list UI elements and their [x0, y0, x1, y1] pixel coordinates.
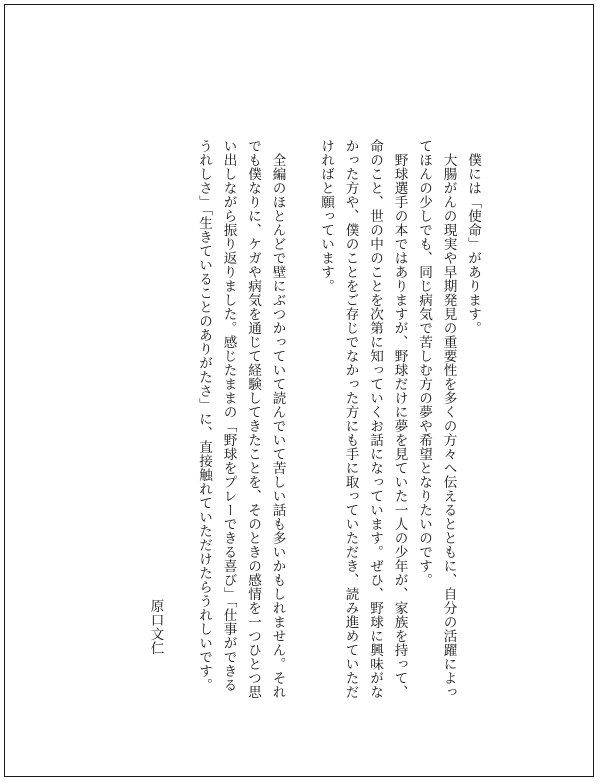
paragraph-cancer-awareness: 大腸がんの現実や早期発見の重要性を多くの方々へ伝えるとともに、自分の活躍によってほんの少しでも、同じ病気で苦しむ方の夢や希望となりたいのです。	[416, 139, 457, 699]
vertical-text-body	[119, 139, 485, 699]
paragraph-mission: 僕には「使命」があります。	[465, 152, 481, 335]
book-page	[4, 4, 594, 777]
paragraph-baseball-book: 野球選手の本ではありますが、野球だけに夢を見ていた一人の少年が、家族を持って、命のこと、世の中のことを次第に知っていくお話になっています。ぜひ、野球に興味がなかった方や、僕のことをご存じでなかった方にも手に取っていただき、読み進めていただければと願っています。	[318, 139, 408, 699]
author-signature: 原口文仁	[147, 599, 164, 656]
paragraph-struggles: 全編のほとんどで壁にぶつかっていて読んでいて苦しい話も多いかもしれません。それでも僕なりに、ケガや病気を通じて経験してきたことを、そのときの感情を一つひとつ思い出しながら振り返りました。感じたままの「野球をプレーできる喜び」「仕事ができるうれしさ」「生きていることのありがたさ」に、直接触れていただけたらうれしいです。	[196, 139, 286, 699]
